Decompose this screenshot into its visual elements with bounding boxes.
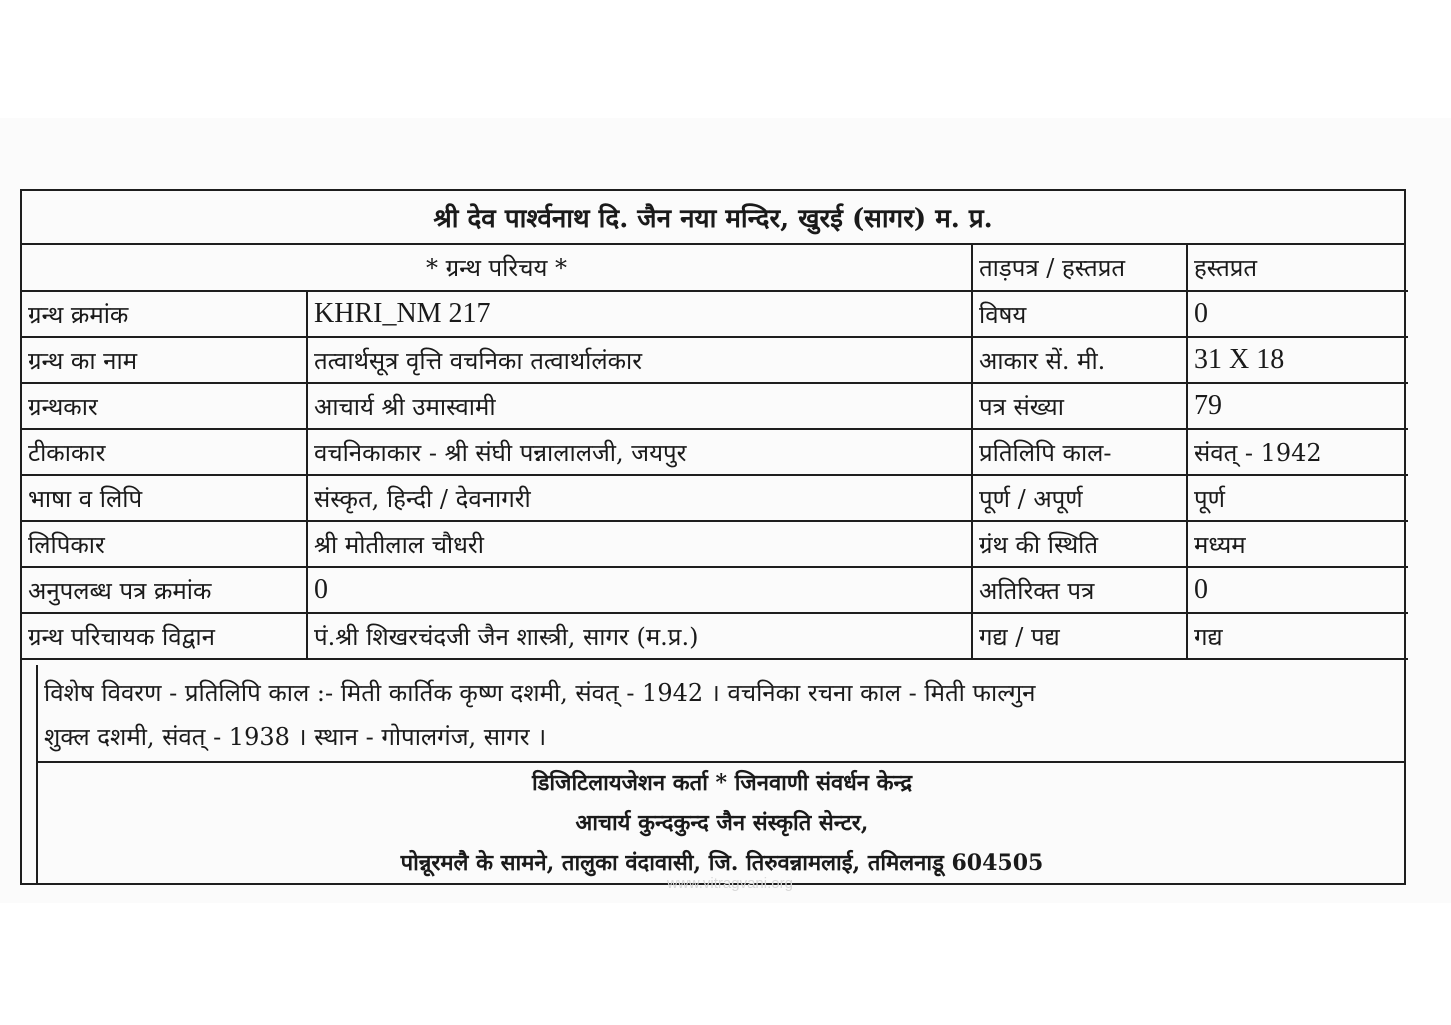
info-table [22,245,1408,660]
row-label: टीकाकार [22,429,307,475]
row-value: KHRI_NM 217 [307,291,972,337]
table-row [22,337,1408,383]
special-remarks [36,665,1406,763]
row-value-2: 0 [1187,291,1408,337]
row-value-2: 79 [1187,383,1408,429]
row-value-2: मध्यम [1187,521,1408,567]
row-value: पं.श्री शिखरचंदजी जैन शास्त्री, सागर (म.प्र.) [307,613,972,659]
row-value: आचार्य श्री उमास्वामी [307,383,972,429]
digitization-footer [36,763,1406,883]
row-value-2: गद्य [1187,613,1408,659]
row-label: ग्रन्थ क्रमांक [22,291,307,337]
medium-value: हस्तप्रत [1187,245,1408,291]
row-label-2: अतिरिक्त पत्र [972,567,1187,613]
row-label: अनुपलब्ध पत्र क्रमांक [22,567,307,613]
row-value: संस्कृत, हिन्दी / देवनागरी [307,475,972,521]
remarks-line-2: शुक्ल दशमी, संवत् - 1938 । स्थान - गोपालगंज, सागर । [44,723,547,751]
row-label-2: ग्रंथ की स्थिति [972,521,1187,567]
table-row [22,429,1408,475]
row-label: ग्रन्थ का नाम [22,337,307,383]
footer-line-2: आचार्य कुन्दकुन्द जैन संस्कृति सेन्टर, [575,810,869,836]
row-value: श्री मोतीलाल चौधरी [307,521,972,567]
temple-title: श्री देव पार्श्वनाथ दि. जैन नया मन्दिर, खुरई (सागर) म. प्र. [22,191,1404,245]
table-row [22,613,1408,659]
row-label-2: पत्र संख्या [972,383,1187,429]
watermark-text: www.vitragvani.org [667,875,793,892]
footer-line-3: पोन्नूरमलै के सामने, तालुका वंदावासी, जि. तिरुवन्नामलाई, तमिलनाडू 604505 [400,850,1044,876]
row-value-2: संवत् - 1942 [1187,429,1408,475]
row-value-2: 0 [1187,567,1408,613]
footer-line-1: डिजिटिलायजेशन कर्ता * जिनवाणी संवर्धन केन्द्र [531,770,913,796]
section-title: * ग्रन्थ परिचय * [22,245,972,291]
row-value-2: पूर्ण [1187,475,1408,521]
medium-label: ताड़पत्र / हस्तप्रत [972,245,1187,291]
row-label: ग्रन्थ परिचायक विद्वान [22,613,307,659]
remarks-line-1: विशेष विवरण - प्रतिलिपि काल :- मिती कार्तिक कृष्ण दशमी, संवत् - 1942 । वचनिका रचना काल - मिती फाल्गुन [44,679,1036,707]
table-row [22,383,1408,429]
row-label: भाषा व लिपि [22,475,307,521]
row-label-2: प्रतिलिपि काल- [972,429,1187,475]
row-label-2: गद्य / पद्य [972,613,1187,659]
table-row [22,475,1408,521]
row-label-2: विषय [972,291,1187,337]
row-value-2: 31 X 18 [1187,337,1408,383]
row-value: वचनिकाकार - श्री संघी पन्नालालजी, जयपुर [307,429,972,475]
row-label-2: आकार सें. मी. [972,337,1187,383]
row-value: तत्वार्थसूत्र वृत्ति वचनिका तत्वार्थालंकार [307,337,972,383]
table-row [22,567,1408,613]
header-row [22,245,1408,291]
table-row [22,521,1408,567]
row-label: लिपिकार [22,521,307,567]
row-label-2: पूर्ण / अपूर्ण [972,475,1187,521]
row-label: ग्रन्थकार [22,383,307,429]
row-value: 0 [307,567,972,613]
manuscript-info-card [20,189,1406,885]
table-row [22,291,1408,337]
